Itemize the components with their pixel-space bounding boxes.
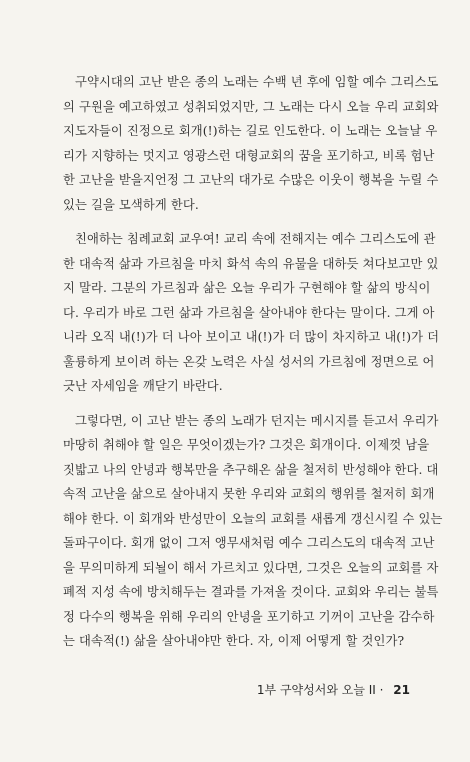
paragraph-2: [63, 227, 440, 399]
footer-separator: ·: [379, 683, 384, 697]
text-line: 의 구원을 예고하였고 성취되었지만, 그 노래는 다시 오늘 우리 교회와: [63, 99, 439, 114]
text-line: 돌파구이다. 회개 없이 그저 앵무새처럼 예수 그리스도의 대속적 고난: [63, 536, 435, 550]
text-line: 니라 오직 내(!)가 더 나아 보이고 내(!)가 더 많이 차지하고 내(!)가 더: [63, 330, 440, 344]
paragraph-3: [63, 409, 443, 654]
text-line: 그렇다면, 이 고난 받는 종의 노래가 던지는 메시지를 듣고서 우리가: [75, 413, 439, 428]
text-line: 긋난 자세임을 깨닫기 바란다.: [63, 379, 223, 393]
text-line: 다. 우리가 바로 그런 삶과 가르침을 살아내야 한다는 말이다. 그게 아: [63, 305, 435, 320]
text-line: 친애하는 침례교회 교우여! 교리 속에 전해지는 예수 그리스도에 관: [75, 232, 436, 246]
body-text: [63, 70, 443, 664]
text-line: 지 말라. 그분의 가르침과 삶은 오늘 우리가 구현해야 할 삶의 방식이: [63, 281, 431, 295]
text-line: 정 다수의 행복을 위해 우리의 안녕을 포기하고 기꺼이 고난을 감수하: [63, 609, 435, 624]
text-line: 한 고난을 받을지언정 그 고난의 대가로 수많은 이웃이 행복을 누릴 수: [63, 173, 439, 187]
text-line: 지도자들이 진정으로 회개(!)하는 길로 인도한다. 이 노래는 오늘날 우: [63, 124, 438, 138]
text-line: 폐적 지성 속에 방치해두는 결과를 가져올 것이다. 교회와 우리는 불특: [63, 585, 439, 599]
text-line: 는 대속적(!) 삶을 살아내야만 한다. 자, 이제 어떻게 할 것인가?: [63, 634, 405, 648]
text-line: 훌륭하게 보이려 하는 온갖 노력은 사실 성서의 가르침에 정면으로 어: [63, 354, 435, 369]
running-head: 1부 구약성서와 오늘 II: [256, 683, 376, 697]
text-line: 해야 한다. 이 회개와 반성만이 오늘의 교회를 새롭게 갱신시킬 수 있는: [63, 511, 443, 526]
paragraph-1: [63, 70, 439, 217]
text-line: 한 대속적 삶과 가르침을 마치 화석 속의 유물을 대하듯 쳐다보고만 있: [63, 256, 439, 271]
page-number: 21: [393, 683, 410, 697]
text-line: 마땅히 취해야 할 일은 무엇이겠는가? 그것은 회개이다. 이제껏 남을: [63, 438, 430, 452]
text-line: 속적 고난을 삶으로 살아내지 못한 우리와 교회의 행위를 철저히 회개: [63, 487, 435, 501]
text-line: 리가 지향하는 멋지고 영광스런 대형교회의 꿈을 포기하고, 비록 험난: [63, 148, 435, 163]
text-line: 짓밟고 나의 안녕과 행복만을 추구해온 삶을 철저히 반성해야 한다. 대: [63, 462, 439, 477]
text-line: 구약시대의 고난 받은 종의 노래는 수백 년 후에 임할 예수 그리스도: [75, 75, 439, 89]
text-line: 있는 길을 모색하게 한다.: [63, 197, 199, 212]
page-footer: [257, 681, 410, 698]
text-line: 을 무의미하게 되뇔이 해서 가르치고 있다면, 그것은 오늘의 교회를 자: [63, 560, 439, 575]
